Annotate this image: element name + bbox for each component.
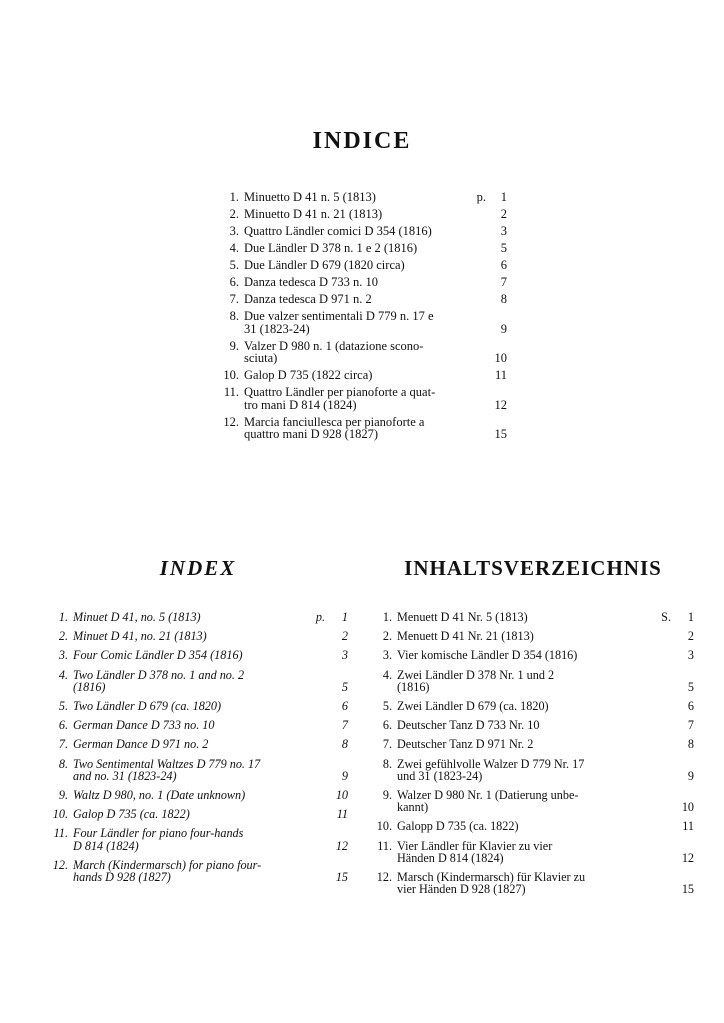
english-toc-list [48,611,348,883]
entry-number: 4. [229,241,239,255]
entry-title [397,789,678,813]
entry-title [73,719,332,731]
entry-page-number: 6 [500,258,507,272]
entry-page-number: 11 [494,368,507,382]
entry-title [244,191,477,204]
entry-title-line2: (1816) [397,679,430,694]
entry-number: 6. [382,718,392,733]
entry-number: 6. [58,718,68,733]
toc-entry [217,242,507,255]
entry-number: 1. [382,610,392,624]
entry-title-line1: Galop D 735 (ca. 1822) [73,807,190,822]
entry-title-line1: German Dance D 733 no. 10 [73,718,215,733]
entry-number: 3. [229,224,239,238]
toc-entry [372,738,694,750]
entry-page-number: 8 [687,737,694,752]
page-title: INDICE [312,128,412,154]
entry-title-line1: Walzer D 980 Nr. 1 (Datierung unbe- [397,788,579,803]
entry-number: 9. [229,338,239,353]
entry-number: 5. [229,258,239,272]
entry-page-number: 15 [335,870,348,885]
entry-number: 7. [58,737,68,752]
entry-page-number: 10 [335,788,348,803]
entry-title-line1: Minuet D 41, no. 21 (1813) [73,629,207,644]
toc-entry [372,630,694,642]
entry-number: 2. [229,207,239,221]
toc-entry [217,340,507,365]
page-prefix: p. [315,610,325,624]
entry-title [73,669,332,693]
entry-title-line1: Menuett D 41 Nr. 5 (1813) [397,610,528,624]
entry-page-number: 1 [500,190,507,204]
entry-page-number: 15 [494,427,507,441]
entry-title-line2: tro mani D 814 (1824) [244,397,357,412]
entry-page-number: 1 [341,610,348,624]
toc-entry [48,808,348,820]
entry-page-number: 8 [341,737,348,752]
toc-entry [372,758,694,782]
entry-title [73,789,332,801]
entry-title-line1: Quattro Ländler comici D 354 (1816) [244,224,432,238]
entry-title-line1: Deutscher Tanz D 971 Nr. 2 [397,737,534,752]
entry-title [397,630,678,642]
entry-page-number: 7 [341,718,348,733]
entry-page-number: 5 [341,679,348,694]
entry-number: 3. [382,648,392,663]
entry-title-line2: and no. 31 (1823-24) [73,768,177,783]
entry-number: 12. [223,414,239,429]
entry-title-line1: Due Ländler D 679 (1820 circa) [244,258,405,272]
entry-number: 1. [58,610,68,624]
entry-title-line1: Four Comic Ländler D 354 (1816) [73,648,243,663]
entry-title [73,649,332,661]
toc-entry [48,649,348,661]
entry-title-line1: German Dance D 971 no. 2 [73,737,209,752]
entry-title-line1: Zwei Ländler D 679 (ca. 1820) [397,699,549,714]
entry-title [244,310,493,335]
entry-number: 2. [382,629,392,644]
entry-title [244,259,493,272]
entry-page-number: 2 [687,629,694,644]
toc-entry [48,738,348,750]
entry-number: 12. [376,870,392,885]
entry-title [244,208,493,221]
entry-page-number: 15 [681,882,694,897]
entry-title-line1: Waltz D 980, no. 1 (Date unknown) [73,788,246,803]
entry-number: 4. [58,667,68,682]
italian-index-section [0,128,724,445]
toc-entry [372,719,694,731]
entry-title-line1: Four Ländler for piano four-hands [73,826,244,841]
entry-title [73,700,332,712]
entry-title [73,611,316,623]
entry-page-number: 9 [687,768,694,783]
entry-title-line1: Due valzer sentimentali D 779 n. 17 e [244,309,434,323]
toc-entry [48,669,348,693]
entry-title-line1: Due Ländler D 378 n. 1 e 2 (1816) [244,241,418,255]
entry-number: 7. [229,292,239,306]
entry-page-number: 7 [687,718,694,733]
entry-page-number: 12 [335,838,348,853]
italian-toc-list [217,191,507,441]
entry-page-number: 8 [500,292,507,306]
entry-page-number: 3 [341,648,348,663]
entry-number: 9. [382,788,392,803]
toc-entry [372,820,694,832]
entry-title [397,840,678,864]
entry-title-line2: kannt) [397,800,429,815]
entry-title [244,293,493,306]
entry-title-line1: Minuet D 41, no. 5 (1813) [73,610,201,624]
entry-title-line1: Galopp D 735 (ca. 1822) [397,819,519,834]
toc-entry [372,871,694,895]
entry-page-number: 10 [681,800,694,815]
entry-title-line1: Marcia fanciullesca per pianoforte a [244,414,425,429]
entry-title-line2: hands D 928 (1827) [73,870,171,885]
entry-page-number: 10 [494,351,507,365]
entry-page-number: 6 [687,699,694,714]
entry-number: 5. [58,699,68,714]
entry-title [397,611,661,623]
entry-title [73,630,332,642]
toc-entry [372,789,694,813]
entry-page-number: 2 [341,629,348,644]
toc-entry [217,310,507,335]
toc-entry [217,225,507,238]
toc-entry [48,758,348,782]
entry-page-number: 2 [500,207,507,221]
toc-entry [48,719,348,731]
entry-title-line1: Minuetto D 41 n. 21 (1813) [244,207,383,221]
entry-title-line1: Marsch (Kindermarsch) für Klavier zu [397,870,586,885]
entry-title-line2: D 814 (1824) [73,838,139,853]
entry-page-number: 11 [682,819,694,834]
entry-title [244,386,493,411]
entry-number: 8. [229,309,239,323]
entry-title [73,808,332,820]
entry-title-line1: Zwei Ländler D 378 Nr. 1 und 2 [397,667,555,682]
entry-title [397,649,678,661]
entry-number: 9. [58,788,68,803]
toc-entry [217,369,507,382]
entry-title [73,758,332,782]
entry-title-line1: Two Ländler D 378 no. 1 and no. 2 [73,667,245,682]
entry-page-number: 12 [494,397,507,412]
toc-entry [48,827,348,851]
toc-entry [217,416,507,441]
entry-title-line1: Menuett D 41 Nr. 21 (1813) [397,629,534,644]
entry-page-number: 9 [500,321,507,336]
entry-title-line1: Zwei gefühlvolle Walzer D 779 Nr. 17 [397,756,585,771]
entry-number: 1. [229,190,239,204]
entry-title [73,738,332,750]
entry-title [397,758,678,782]
entry-number: 3. [58,648,68,663]
entry-number: 7. [382,737,392,752]
toc-entry [372,611,694,623]
entry-title-line1: Vier Ländler für Klavier zu vier [397,838,553,853]
entry-title-line1: March (Kindermarsch) for piano four- [73,857,262,872]
entry-title-line2: vier Händen D 928 (1827) [397,882,526,897]
entry-title [244,340,493,365]
entry-title-line2: Händen D 814 (1824) [397,850,504,865]
entry-page-number: 5 [500,241,507,255]
entry-title [397,820,678,832]
entry-number: 10. [52,807,68,822]
entry-number: 12. [52,857,68,872]
entry-title-line1: Galop D 735 (1822 circa) [244,368,373,382]
entry-page-number: 11 [336,807,348,822]
entry-number: 11. [223,385,239,399]
toc-entry [48,789,348,801]
entry-page-number: 12 [681,850,694,865]
page-prefix: p. [476,190,486,204]
toc-entry [372,840,694,864]
english-title: INDEX [159,556,237,580]
page-prefix: S. [661,610,671,624]
toc-entry [217,208,507,221]
entry-title-line1: Deutscher Tanz D 733 Nr. 10 [397,718,540,733]
toc-entry [217,259,507,272]
toc-entry [217,191,507,204]
entry-title [244,225,493,238]
entry-title-line2: (1816) [73,679,106,694]
entry-title-line1: Two Ländler D 679 (ca. 1820) [73,699,222,714]
entry-number: 6. [229,275,239,289]
toc-entry [217,386,507,411]
entry-title-line1: Valzer D 980 n. 1 (datazione scono- [244,338,424,353]
entry-title-line2: quattro mani D 928 (1827) [244,427,379,441]
entry-title-line2: und 31 (1823-24) [397,768,483,783]
entry-number: 4. [382,667,392,682]
toc-entry [217,293,507,306]
entry-title-line1: Vier komische Ländler D 354 (1816) [397,648,578,663]
entry-title [244,416,493,441]
entry-number: 8. [382,756,392,771]
entry-page-number: 5 [687,679,694,694]
entry-page-number: 9 [341,768,348,783]
entry-title-line1: Quattro Ländler per pianoforte a quat- [244,385,436,399]
entry-number: 10. [376,819,392,834]
entry-number: 10. [223,368,239,382]
entry-title-line1: Danza tedesca D 733 n. 10 [244,275,378,289]
toc-entry [372,700,694,712]
entry-page-number: 7 [500,275,507,289]
entry-number: 5. [382,699,392,714]
toc-entry [372,669,694,693]
entry-page-number: 3 [687,648,694,663]
toc-entry [372,649,694,661]
entry-title [244,276,493,289]
entry-title [244,369,493,382]
entry-page-number: 3 [500,224,507,238]
entry-title [397,669,678,693]
entry-title-line1: Minuetto D 41 n. 5 (1813) [244,190,376,204]
bottom-columns [0,556,724,902]
entry-number: 11. [53,826,68,841]
entry-title-line2: sciuta) [244,351,278,365]
entry-number: 11. [377,838,392,853]
entry-title [397,700,678,712]
toc-entry [217,276,507,289]
entry-number: 2. [58,629,68,644]
entry-title-line1: Danza tedesca D 971 n. 2 [244,292,372,306]
entry-number: 8. [58,756,68,771]
toc-entry [48,700,348,712]
entry-title-line1: Two Sentimental Waltzes D 779 no. 17 [73,756,261,771]
toc-entry [48,611,348,623]
german-index-section [362,556,724,902]
entry-title [244,242,493,255]
entry-page-number: 1 [687,610,694,624]
german-toc-list [372,611,694,895]
entry-title [73,827,332,851]
toc-entry [48,859,348,883]
entry-page-number: 6 [341,699,348,714]
entry-title [73,859,332,883]
toc-entry [48,630,348,642]
entry-title [397,871,678,895]
entry-title-line2: 31 (1823-24) [244,321,310,336]
entry-title [397,738,678,750]
english-index-section [0,556,362,902]
entry-title [397,719,678,731]
german-title: INHALTSVERZEICHNIS [404,556,662,580]
